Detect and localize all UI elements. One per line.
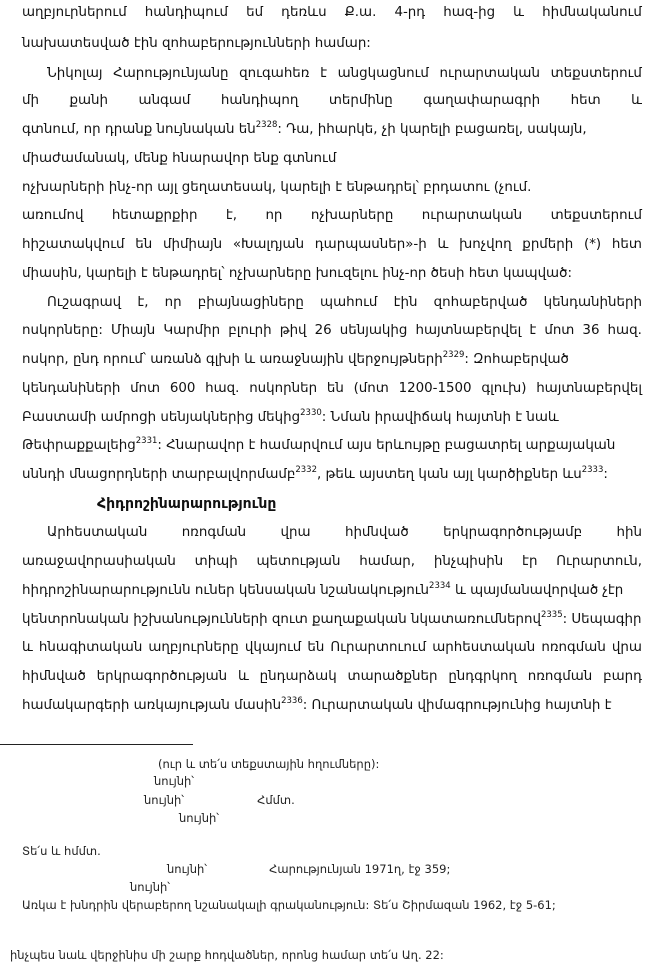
- footnote-ref: 2336: [281, 695, 303, 706]
- footnote-text: Առկա է խնդրին վերաբերող նշանակալի գրականություն: Տե՛ս Շիրմազան 1962, էջ 5-61;: [22, 898, 556, 912]
- footnote-ref: 2334: [429, 580, 451, 591]
- body-text-line: մի քանի անգամ հանդիպող տերմինը գաղափարագրի հետ և: [22, 93, 642, 108]
- footnote-text: (ուր և տե՛ս տեքստային հղումները):: [158, 757, 380, 771]
- body-text-line: Թեփրաքքալեից$^{2331}$: Հնարավոր է համարվում այս երևույթը բացատրել արքայական: [22, 435, 616, 453]
- footnote-ref: 2329: [442, 349, 465, 360]
- body-text-line: կենդանիների մոտ 600 հազ. ոսկորներ են (մոտ 1200-1500 գլուխ) հայտնաբերվել: [22, 381, 642, 396]
- body-text-line: աղբյուրներում հանդիպում եմ դեռևս Ք.ա. 4-րդ հազ-ից և հիմնականում: [22, 5, 642, 20]
- body-text-line: կենտրոնական իշխանությունների զուտ քաղաքական նկատառումներով$^{2335}$: Սեպագիր: [22, 609, 642, 627]
- footnote-ref: 2335: [540, 609, 563, 620]
- footnote-text: նույնի՝ Հարությունյան 1971ղ, էջ 359;: [167, 862, 451, 876]
- body-text-line: Արհեստական ոռոգման վրա հիմնված երկրագործությամբ հին: [47, 525, 642, 540]
- footnote-separator: [0, 744, 193, 745]
- body-text-line: Ուշագրավ է, որ բիայնացիները պահում էին զոհաբերված կենդանիների: [47, 295, 642, 310]
- body-text-line: ոսկոր, ընդ որում՝ առանձ գլխի և առաջնային վերջույթների$^{2329}$: Զոհաբերված: [22, 349, 569, 367]
- footnote-ref: 2333: [581, 464, 604, 475]
- body-text-line: հիմնված երկրագործության և ընդարձակ տարածքներ ընդգրկող ոռոգման բարդ: [22, 669, 642, 684]
- body-text-line: ոսկորները: Միայն Կարմիր բլուրի թիվ 26 սենյակից հայտնաբերվել է մոտ 36 հազ.: [22, 323, 642, 338]
- body-text-line: ոչխարների ինչ-որ այլ ցեղատեսակ, կարելի է ենթադրել՝ բրդատու (չում.: [22, 180, 532, 195]
- body-text-line: հիդրոշինարարությունն ուներ կենսական նշանակություն$^{2334}$ և պայմանավորված չէր: [22, 580, 624, 598]
- footnote-ref: 2331: [135, 435, 158, 446]
- footnote-text: նույնի՝: [154, 774, 195, 788]
- body-text-line: միասին, կարելի է ենթադրել՝ ոչխարները խուզելու ինչ-որ ծեսի հետ կապված:: [22, 266, 572, 281]
- footnote-text: ինչպես նաև վերջինիս մի շարք հոդվածներ, որոնց համար տե՛ս Աղ. 22:: [10, 948, 444, 962]
- footnote-text: նույնի՝ Հմմտ.: [144, 793, 295, 807]
- body-text-line: հիշատակվում են միմիայն «Խալդյան դարպասներ»-ի և խոչվող քրմերի (*) հետ: [22, 237, 642, 252]
- footnote-text: նույնի՝: [130, 880, 171, 894]
- body-text-line: առաջավորասիական տիպի պետության համար, ինչպիսին էր Ուրարտուն,: [22, 554, 642, 569]
- body-text-line: համակարգերի առկայության մասին$^{2336}$: Ուրարտական վիմագրությունից հայտնի է: [22, 695, 612, 713]
- body-text-line: նախատեսված էին զոհաբերությունների համար:: [22, 36, 371, 51]
- footnote-ref: 2330: [300, 407, 322, 418]
- footnote-ref: 2328: [255, 119, 278, 130]
- section-heading: Հիդրոշինարարությունը: [97, 496, 277, 512]
- body-text-line: սննդի մնացորդների տարբալվորմամբ$^{2332}$, թեև այստեղ կան այլ կարծիքներ ևս$^{2333}$:: [22, 464, 608, 482]
- footnote-text: նույնի՝: [179, 811, 220, 825]
- footnote-ref: 2332: [295, 464, 317, 475]
- body-text-line: գտնում, որ դրանք նույնական են$^{2328}$: Դա, իհարկե, չի կարելի բացառել, սակայն,: [22, 119, 587, 137]
- body-text-line: և հնագիտական աղբյուրները վկայում են Ուրարտուում արհեստական ոռոգման վրա: [22, 640, 642, 655]
- body-text-line: միաժամանակ, մենք հնարավոր ենք գտնում: [22, 151, 337, 166]
- footnote-text: Տե՛ս և հմմտ.: [22, 844, 101, 858]
- body-text-line: Նիկոլայ Հարությունյանը զուգահեռ է անցկացնում ուրարտական տեքստերում: [47, 66, 642, 81]
- body-text-line: առումով հետաքրքիր է, որ ոչխարները ուրարտական տեքստերում: [22, 208, 642, 223]
- body-text-line: Բաստամի ամրոցի սենյակներից մեկից$^{2330}$: Նման իրավիճակ հայտնի է նաև: [22, 407, 559, 425]
